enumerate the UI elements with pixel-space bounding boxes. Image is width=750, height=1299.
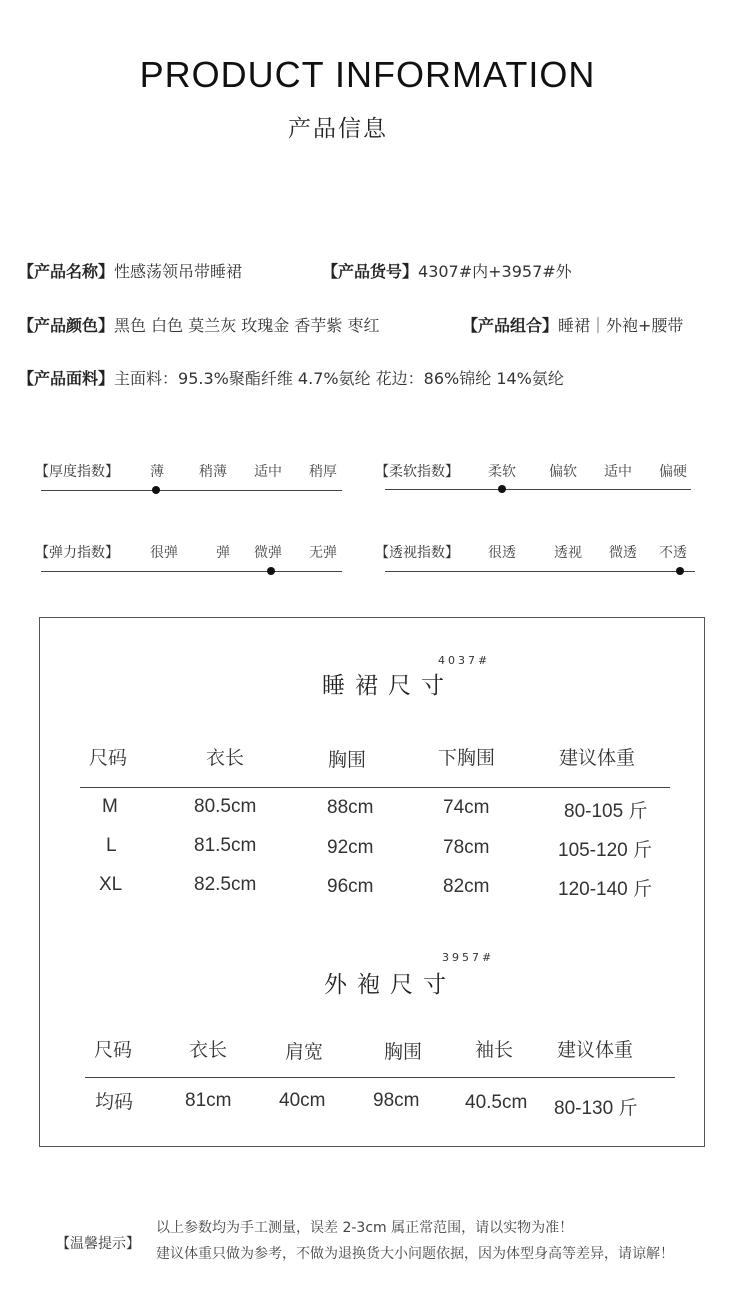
table1-header: 衣长 <box>206 747 245 769</box>
info-color-label: 【产品颜色】 <box>18 316 115 335</box>
softness-option: 柔软 <box>488 464 516 480</box>
table2-title: 外袍尺寸 <box>324 972 456 998</box>
softness-index-label: 【柔软指数】 <box>375 464 459 480</box>
transparency-scale-line <box>385 571 695 572</box>
info-combo <box>462 313 683 336</box>
table1-header: 下胸围 <box>438 747 496 769</box>
transparency-index-label: 【透视指数】 <box>375 545 459 561</box>
transparency-option: 很透 <box>488 545 516 561</box>
transparency-option: 透视 <box>554 545 582 561</box>
table1-cell: 78cm <box>443 837 490 858</box>
transparency-option: 不透 <box>659 545 687 561</box>
thickness-index-label: 【厚度指数】 <box>35 464 119 480</box>
table1-header: 胸围 <box>328 749 367 771</box>
table1-cell: M <box>102 796 118 817</box>
softness-option: 偏软 <box>549 464 577 480</box>
table2-header: 胸围 <box>384 1041 423 1063</box>
table1-cell: 80-105 斤 <box>564 801 648 822</box>
elasticity-option: 弹 <box>216 545 230 561</box>
transparency-option: 微透 <box>609 545 637 561</box>
table2-header: 衣长 <box>189 1039 228 1061</box>
info-color <box>18 313 379 336</box>
elasticity-marker <box>267 567 275 575</box>
info-fabric <box>18 366 564 389</box>
table1-code: 4037# <box>438 654 491 667</box>
table1-title: 睡裙尺寸 <box>322 673 454 699</box>
table1-cell: 88cm <box>327 797 374 818</box>
table1-cell: 82.5cm <box>194 874 257 895</box>
table1-cell: 82cm <box>443 876 490 897</box>
thickness-scale-line <box>41 490 342 491</box>
info-combo-value: 睡裙｜外袍+腰带 <box>558 316 684 335</box>
softness-marker <box>498 485 506 493</box>
info-color-value: 黑色 白色 莫兰灰 玫瑰金 香芋紫 枣红 <box>114 316 380 335</box>
softness-option: 适中 <box>604 464 632 480</box>
table2-code: 3957# <box>442 951 495 964</box>
table2-header: 袖长 <box>475 1039 514 1061</box>
table2-cell: 98cm <box>373 1090 420 1111</box>
table1-cell: 80.5cm <box>194 796 257 817</box>
table1-rule <box>80 787 670 788</box>
table2-cell: 40.5cm <box>465 1092 528 1113</box>
thickness-option: 稍薄 <box>199 464 227 480</box>
info-code-label: 【产品货号】 <box>322 262 419 281</box>
table2-header: 建议体重 <box>557 1039 634 1061</box>
thickness-option: 薄 <box>150 464 164 480</box>
table1-cell: L <box>106 835 117 856</box>
table1-cell: 74cm <box>443 797 490 818</box>
table2-cell: 80-130 斤 <box>554 1098 638 1119</box>
transparency-marker <box>676 567 684 575</box>
page-subtitle: 产品信息 <box>288 116 388 142</box>
thickness-marker <box>152 486 160 494</box>
info-combo-label: 【产品组合】 <box>462 316 559 335</box>
elasticity-scale-line <box>41 571 342 572</box>
info-code <box>322 259 572 282</box>
table2-rule <box>85 1077 675 1078</box>
elasticity-index-label: 【弹力指数】 <box>35 545 119 561</box>
table2-cell: 81cm <box>185 1090 232 1111</box>
table1-cell: 105-120 斤 <box>558 840 653 861</box>
info-name-label: 【产品名称】 <box>18 262 115 281</box>
softness-option: 偏硬 <box>659 464 687 480</box>
table1-cell: 92cm <box>327 837 374 858</box>
info-fabric-label: 【产品面料】 <box>18 369 115 388</box>
elasticity-option: 无弹 <box>309 545 337 561</box>
info-name <box>18 259 242 282</box>
table1-cell: 81.5cm <box>194 835 257 856</box>
page-title: PRODUCT INFORMATION <box>139 54 596 95</box>
table1-cell: 96cm <box>327 876 374 897</box>
table2-header: 肩宽 <box>285 1041 324 1063</box>
thickness-option: 适中 <box>254 464 282 480</box>
elasticity-option: 微弹 <box>254 545 282 561</box>
thickness-option: 稍厚 <box>309 464 337 480</box>
info-code-value: 4307#内+3957#外 <box>418 262 572 281</box>
table1-header: 尺码 <box>89 747 128 769</box>
table2-cell: 均码 <box>95 1091 134 1113</box>
table2-cell: 40cm <box>279 1090 326 1111</box>
table1-cell: 120-140 斤 <box>558 879 653 900</box>
table1-header: 建议体重 <box>559 747 636 769</box>
tips-label: 【温馨提示】 <box>56 1236 140 1252</box>
table1-cell: XL <box>99 874 123 895</box>
softness-scale-line <box>385 489 691 490</box>
tips-line-2: 建议体重只做为参考，不做为退换货大小问题依据，因为体型身高等差异，请谅解！ <box>156 1246 674 1262</box>
elasticity-option: 很弹 <box>150 545 178 561</box>
tips-line-1: 以上参数均为手工测量，误差 2-3cm 属正常范围，请以实物为准！ <box>156 1220 574 1236</box>
table2-header: 尺码 <box>94 1039 133 1061</box>
info-fabric-value: 主面料：95.3%聚酯纤维 4.7%氨纶 花边：86%锦纶 14%氨纶 <box>114 369 564 388</box>
info-name-value: 性感荡领吊带睡裙 <box>114 262 243 281</box>
